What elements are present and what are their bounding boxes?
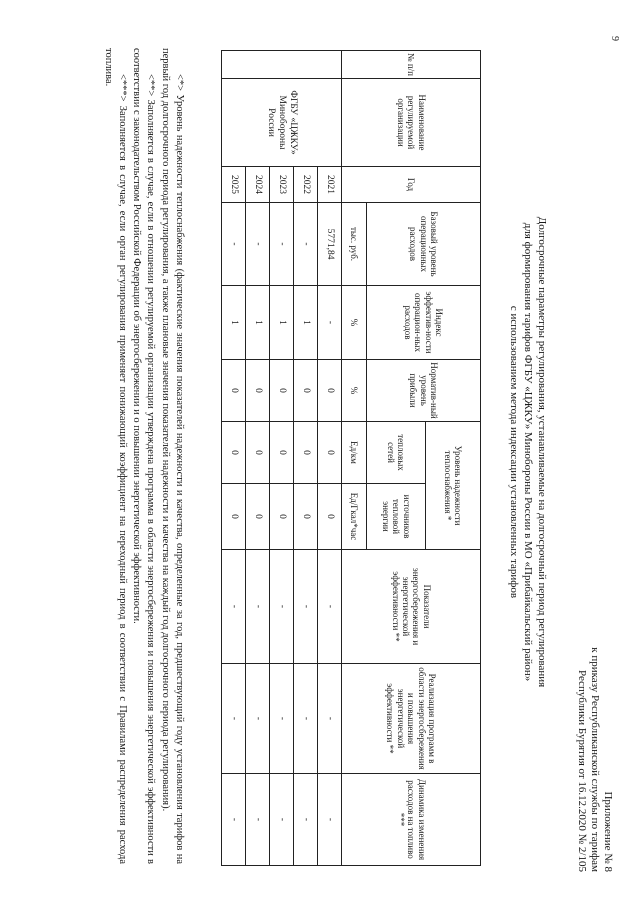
cell-energy: - — [318, 550, 342, 664]
table-row — [222, 51, 246, 866]
rotated-content — [18, 32, 618, 872]
cell-profit: 0 — [246, 360, 270, 422]
footnote-energy: <**> Заполняется в случае, если в отношении регулируемой организации утверждена программа в области энергосбережения и повышения энергетической эффективности в соответствии с законодательством Российской Федерации об энергосбережении и о повышении энергетической эффективности. — [131, 48, 157, 864]
cell-networks: 0 — [270, 422, 294, 484]
cell-index: 1 — [270, 286, 294, 360]
cell-sources: 0 — [318, 484, 342, 550]
appendix-header — [574, 647, 614, 872]
cell-programs: - — [318, 664, 342, 774]
cell-base: - — [294, 203, 318, 286]
cell-profit: 0 — [318, 360, 342, 422]
cell-programs: - — [294, 664, 318, 774]
cell-profit: 0 — [222, 360, 246, 422]
appendix-line-1: Приложение № 8 — [602, 791, 614, 872]
cell-fuel: - — [270, 774, 294, 866]
unit-base: тыс. руб. — [342, 203, 367, 286]
appendix-line-3: Республики Бурятия от 16.12.2020 № 2/105 — [575, 669, 588, 872]
header-base: Базовый уровень операционных расходов — [367, 203, 481, 286]
cell-year: 2024 — [246, 167, 270, 203]
header-reliability: Уровень надежности теплоснабжения * — [426, 422, 481, 550]
cell-index: 1 — [246, 286, 270, 360]
cell-base: - — [270, 203, 294, 286]
cell-index: 1 — [294, 286, 318, 360]
cell-programs: - — [222, 664, 246, 774]
cell-index: 1 — [222, 286, 246, 360]
title-line-3: с использованием метода индексации установленных тарифов — [508, 305, 521, 599]
page-number: 9 — [609, 36, 620, 41]
cell-sources: 0 — [294, 484, 318, 550]
header-networks: тепловых сетей — [367, 422, 426, 484]
footnote-fuel: <***> Заполняется в случае, если орган регулирования применяет понижающий коэффициент на переходный период в соответствии с Правилами распределения расхода топлива. — [102, 48, 128, 864]
cell-index: - — [318, 286, 342, 360]
table-header-row — [426, 51, 481, 866]
cell-fuel: - — [294, 774, 318, 866]
cell-programs: - — [246, 664, 270, 774]
cell-base: - — [222, 203, 246, 286]
row-num — [222, 51, 342, 79]
header-energy: Показатели энергосбережения и энергетической эффективности ** — [342, 550, 481, 664]
header-fuel: Динамика изменения расходов на топливо *** — [342, 774, 481, 866]
cell-networks: 0 — [222, 422, 246, 484]
unit-sources: Ед/Гкал*час — [342, 484, 367, 550]
org-name: ФГБУ «ЦЖКУ» Минобороны России — [222, 79, 342, 167]
cell-programs: - — [270, 664, 294, 774]
cell-networks: 0 — [318, 422, 342, 484]
header-sources: источников тепловой энергии — [367, 484, 426, 550]
cell-energy: - — [270, 550, 294, 664]
header-profit: Норматив-ный уровень прибыли — [367, 360, 481, 422]
cell-energy: - — [222, 550, 246, 664]
cell-year: 2022 — [294, 167, 318, 203]
cell-fuel: - — [246, 774, 270, 866]
cell-base: 5771,84 — [318, 203, 342, 286]
header-index: Индекс эффектив-ности операцион-ных расходов — [367, 286, 481, 360]
table-row — [318, 51, 342, 866]
document-title — [507, 52, 548, 852]
footnote-reliability: <*> Уровень надежности теплоснабжения (фактические значения показателей надежности и качества, определенные за год, предшествующий году установления тарифов на первый год долгосрочного периода регулирования, а также плановые значения показателей надежности и качества на каждый год долгосрочного периода регулирования). — [160, 48, 185, 864]
unit-index: % — [342, 286, 367, 360]
header-org: Наименование регулируемой организации — [342, 79, 481, 167]
cell-profit: 0 — [294, 360, 318, 422]
cell-year: 2025 — [222, 167, 246, 203]
title-line-1: Долгосрочные параметры регулирования, устанавливаемые на долгосрочный период регулирования — [536, 216, 548, 688]
cell-year: 2023 — [270, 167, 294, 203]
table-row — [270, 51, 294, 866]
cell-networks: 0 — [246, 422, 270, 484]
cell-networks: 0 — [294, 422, 318, 484]
appendix-line-2: к приказу Республиканской службы по тарифам — [588, 647, 601, 872]
cell-energy: - — [294, 550, 318, 664]
table-row — [246, 51, 270, 866]
cell-fuel: - — [318, 774, 342, 866]
cell-sources: 0 — [270, 484, 294, 550]
cell-sources: 0 — [222, 484, 246, 550]
unit-networks: Ед/км — [342, 422, 367, 484]
header-programs: Реализация программ в области энергосбережения и повышения энергетической эффективности ** — [342, 664, 481, 774]
cell-year: 2021 — [318, 167, 342, 203]
footnotes — [100, 48, 186, 864]
cell-profit: 0 — [270, 360, 294, 422]
header-num: № п/п — [342, 51, 481, 79]
cell-base: - — [246, 203, 270, 286]
cell-sources: 0 — [246, 484, 270, 550]
parameters-table — [221, 50, 481, 866]
unit-profit: % — [342, 360, 367, 422]
cell-energy: - — [246, 550, 270, 664]
cell-fuel: - — [222, 774, 246, 866]
title-line-2: для формирования тарифов ФГБУ «ЦЖКУ» Минобороны России в МО «Прибайкальский район» — [522, 222, 535, 682]
header-year: Год — [342, 167, 481, 203]
table-row — [294, 51, 318, 866]
